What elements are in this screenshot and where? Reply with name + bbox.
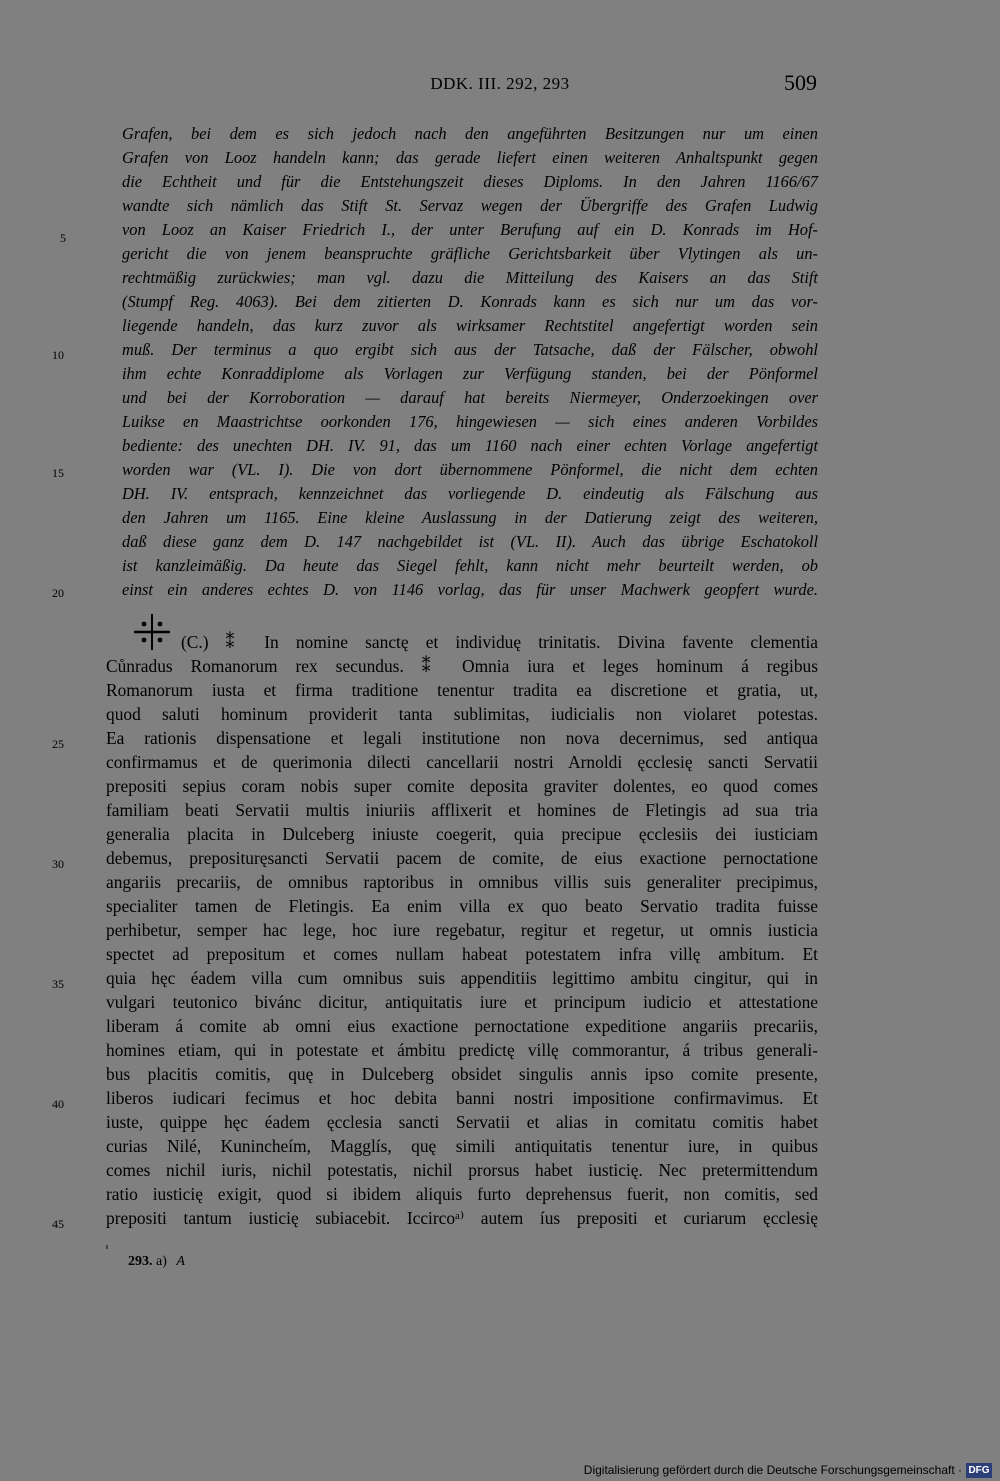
charter-line: prepositi tantum iusticię subiacebit. Iccircoᵃ⁾ autem íus prepositi et curiarum ęcclesię (106, 1208, 818, 1228)
commentary-line: ihm echte Konraddiplome als Vorlagen zur Verfügung standen, bei der Pönformel (122, 364, 818, 383)
line-number: 35 (52, 977, 64, 991)
charter-line: specialiter tamen de Fletingis. Ea enim villa ex quo beato Servatio tradita fuisse (106, 896, 818, 916)
commentary-line: und bei der Korroboration — darauf hat bereits Niermeyer, Onderzoekingen over (122, 388, 818, 407)
commentary-line: ist kanzleimäßig. Da heute das Siegel fehlt, kann nicht mehr beurteilt werden, ob (122, 556, 818, 575)
line-number: 5 (60, 231, 66, 245)
commentary-line: Luikse en Maastrichtse oorkonden 176, hingewiesen — sich eines anderen Vorbildes (122, 412, 818, 431)
line-number: 40 (52, 1097, 64, 1111)
charter-line: iuste, quippe hęc éadem ęcclesia sancti Servatii et alias in comitatu comitis habet (106, 1112, 818, 1132)
commentary-line: gericht die von jenem beanspruchte gräfliche Gerichtsbarkeit über Vlytingen als un- (122, 244, 818, 263)
footnote-mark: a) (156, 1254, 167, 1269)
line-number: 10 (52, 348, 64, 362)
charter-line: spectet ad prepositum et comes nullam habeat potestatem infra villę ambitum. Et (106, 944, 818, 964)
commentary-line: wandte sich nämlich das Stift St. Servaz wegen der Übergriffe des Grafen Ludwig (122, 196, 818, 215)
footnote (128, 1254, 185, 1270)
charter-line: debemus, preposituręsancti Servatii pacem de comite, de eius exactione pernoctatione (106, 848, 818, 868)
charter-line: ratio iusticię exigit, quod si ibidem aliquis furto deprehensus fuerit, non comitis, sed (106, 1184, 818, 1204)
charter-line: Cůnradus Romanorum rex secundus. ⁑ Omnia iura et leges hominum á regibus (106, 656, 818, 676)
line-number: 15 (52, 466, 64, 480)
charter-line: angariis precariis, de omnibus raptoribus in omnibus villis suis generaliter precipimus, (106, 872, 818, 892)
commentary-line: den Jahren um 1165. Eine kleine Auslassung in der Datierung zeigt des weiteren, (122, 508, 818, 527)
charter-line: curias Nilé, Kunincheím, Magglís, quę simili antiquitatis tenentur iure, in quibus (106, 1136, 818, 1156)
line-number: 45 (52, 1217, 64, 1231)
commentary-line: Grafen von Looz handeln kann; das gerade liefert einen weiteren Anhaltspunkt gegen (122, 148, 818, 167)
line-number: 25 (52, 737, 64, 751)
footnote-siglum: A (176, 1254, 185, 1269)
charter-line: homines etiam, qui in potestate et ámbitu predictę villę commorantur, á tribus generali- (106, 1040, 818, 1060)
commentary-line: einst ein anderes echtes D. von 1146 vorlag, das für unser Machwerk geopfert wurde. (122, 580, 818, 599)
page-number: 509 (784, 70, 817, 95)
commentary-line: rechtmäßig zurückwies; man vgl. dazu die Mitteilung des Kaisers an das Stift (122, 268, 818, 287)
charter-line: quia hęc éadem villa cum omnibus suis appenditiis legittimo ambitu cingitur, qui in (106, 968, 818, 988)
commentary-line: die Echtheit und für die Entstehungszeit dieses Diploms. In den Jahren 1166/67 (122, 172, 818, 191)
charter-line: quod saluti hominum providerit tanta sublimitas, iudicialis non violaret potestas. (106, 704, 818, 724)
charter-line: familiam beati Servatii multis iniuriis afflixerit et homines de Fletingis ad sua tria (106, 800, 818, 820)
charter-line: (C.) ⁑ In nomine sanctę et individuę trinitatis. Divina favente clementia (181, 632, 818, 652)
charter-line: Ea rationis dispensatione et legali institutione non nova decernimus, sed antiqua (106, 728, 818, 748)
charter-line: generalia placita in Dulceberg iniuste coegerit, quia precipue ęcclesiis dei iusticiam (106, 824, 818, 844)
commentary-line: liegende handeln, das kurz zuvor als wirksamer Rechtstitel angefertigt worden sein (122, 316, 818, 335)
chrismon-icon (132, 612, 172, 652)
commentary-line: von Looz an Kaiser Friedrich I., der unter Berufung auf ein D. Konrads im Hof- (122, 220, 818, 239)
dfg-logo: DFG (966, 1463, 992, 1478)
commentary-line: worden war (VL. I). Die von dort übernommene Pönformel, die nicht dem echten (122, 460, 818, 479)
footnote-document-number: 293. (128, 1254, 153, 1269)
charter-line: liberos iudicari fecimus et hoc debita banni nostri impositione confirmavimus. Et (106, 1088, 818, 1108)
charter-line: liberam á comite ab omni eius exactione pernoctatione expeditione angariis precariis, (106, 1016, 818, 1036)
commentary-line: (Stumpf Reg. 4063). Bei dem zitierten D. Konrads kann es sich nur um das vor- (122, 292, 818, 311)
commentary-line: daß diese ganz dem D. 147 nachgebildet ist (VL. II). Auch das übrige Eschatokoll (122, 532, 818, 551)
line-number: 30 (52, 857, 64, 871)
commentary-line: muß. Der terminus a quo ergibt sich aus der Tatsache, daß der Fälscher, obwohl (122, 340, 818, 359)
footnote-rule (106, 1245, 108, 1249)
charter-line: prepositi sepius coram nobis super comite deposita graviter dolentes, eo quod comes (106, 776, 818, 796)
charter-line: perhibetur, semper hac lege, hoc iure regebatur, regitur et regetur, ut omnis iusticia (106, 920, 818, 940)
commentary-line: Grafen, bei dem es sich jedoch nach den angeführten Besitzungen nur um einen (122, 124, 818, 143)
charter-line: confirmamus et de querimonia dilecti cancellarii nostri Arnoldi ęcclesię sancti Servatii (106, 752, 818, 772)
commentary-line: DH. IV. entsprach, kennzeichnet das vorliegende D. eindeutig als Fälschung aus (122, 484, 818, 503)
charter-line: Romanorum iusta et firma traditione tenentur tradita ea discretione et gratia, ut, (106, 680, 818, 700)
line-number: 20 (52, 586, 64, 600)
charter-line: vulgari teutonico bivánc dicitur, antiquitatis iure et principum iudicio et attestatione (106, 992, 818, 1012)
charter-line: bus placitis comitis, quę in Dulceberg obsidet singulis annis ipso comite presente, (106, 1064, 818, 1084)
digitization-credit: Digitalisierung gefördert durch die Deutsche Forschungsgemeinschaft · (583, 1463, 962, 1477)
charter-line: comes nichil iuris, nichil potestatis, nichil prorsus habet iusticię. Nec pretermittendum (106, 1160, 818, 1180)
commentary-line: bediente: des unechten DH. IV. 91, das um 1160 nach einer echten Vorlage angefertigt (122, 436, 818, 455)
header-title: DDK. III. 292, 293 (430, 74, 570, 93)
